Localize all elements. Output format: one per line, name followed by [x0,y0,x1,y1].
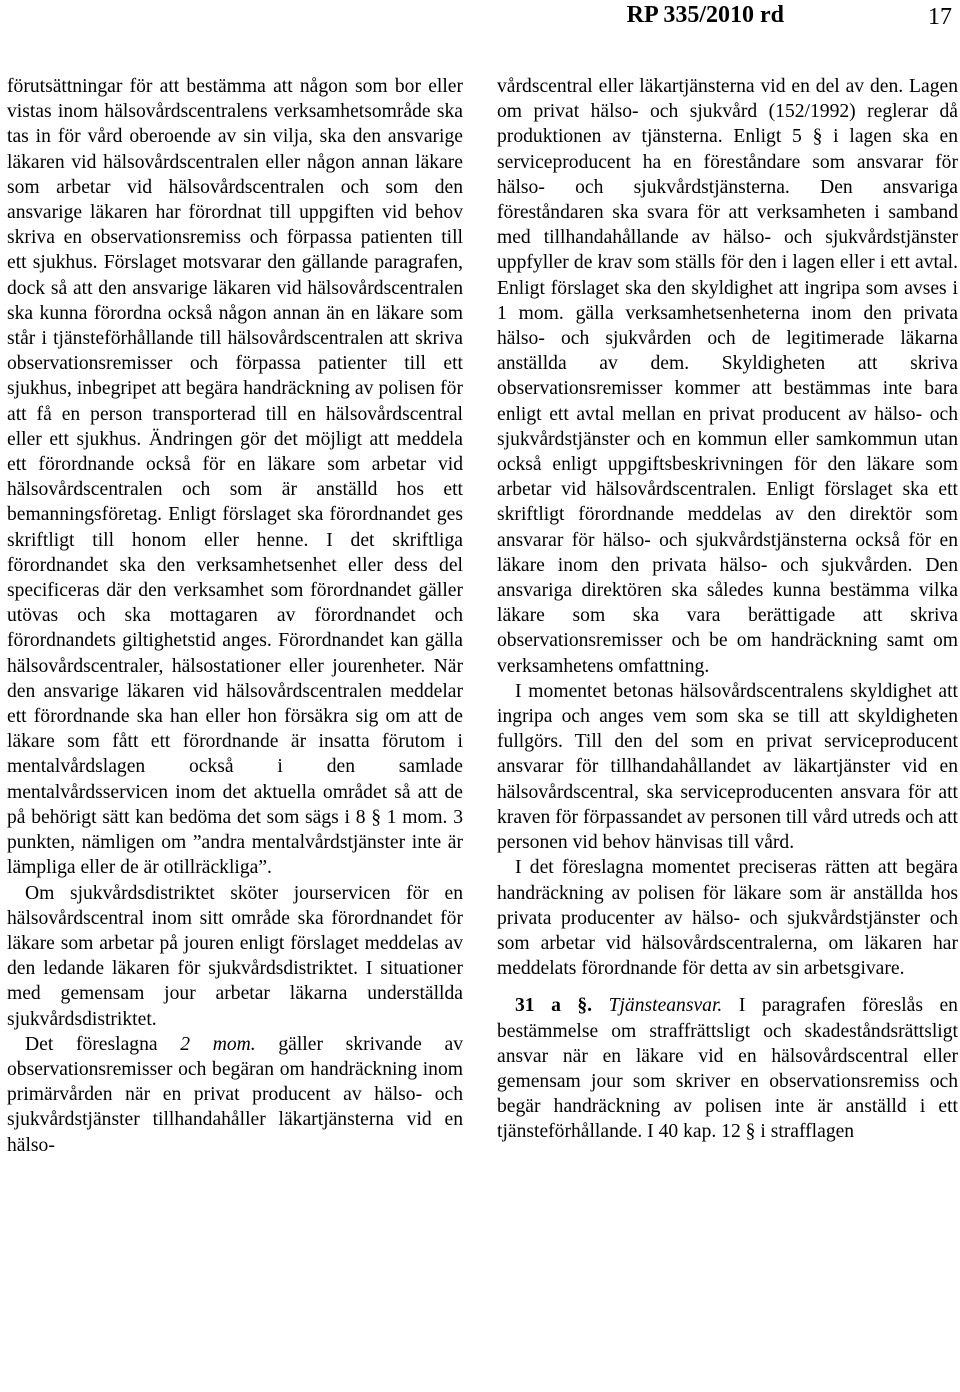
right-paragraph-2: I momentet betonas hälsovårdscentralens skyldighet att ingripa och anges vem som ska se till att skyldigheten fullgörs. Till den del som en privat serviceproducent ansvarar för tillhandahållandet av läkartjänster vid en hälsovårdscentral, ska serviceproducenten ansvara för att kraven för förpassandet av personen till vård utreds och att personen vid behov hänvisas till vård. [497,680,958,854]
page-number: 17 [928,4,952,30]
right-paragraph-3: I det föreslagna momentet preciseras rätten att begära handräckning av polisen för läkare som är anställda hos privata producenter av hälso- och sjukvårdstjänster och som arbetar vid hälsovårdscentralerna, om läkaren har meddelats förordnande för detta av sin arbetsgivare. [497,857,958,980]
section-number: 31 a §. [515,995,593,1017]
left-paragraph-3-start: Det föreslagna [25,1033,181,1055]
left-paragraph-1: förutsättningar för att bestämma att någon som bor eller vistas inom hälsovårdscentralens verksamhetsområde ska tas in för vård oberoende av sin vilja, ska den ansvarige läkaren vid hälsovårdscentralen eller någon annan läkare som arbetar vid hälsovårdscentralen och som den ansvarige läkaren har förordnat till uppgiften vid behov skriva en observationsremiss och förpassa patienten till ett sjukhus. Förslaget motsvarar den gällande paragrafen, dock så att den ansvarige läkaren vid hälsovårdscentralen ska kunna förordna också någon annan än en läkare som står i tjänsteförhållande till hälsovårdscentralen att skriva observationsremisser och förpassa patienter till ett sjukhus, inbegripet att begära handräckning av polisen för att få en person transporterad till en hälsovårdscentral eller ett sjukhus. Ändringen gör det möjligt att meddela ett förordnande också för en läkare som arbetar vid hälsovårdscentralen och som är anställd hos ett bemanningsföretag. Enligt förslaget ska förordnandet ges skriftligt till honom eller henne. I det skriftliga förordnandet ska den verksamhetsenhet eller dess del specificeras där den verksamhet som förordnandet gäller utövas och ska mottagaren av förordnandet och förordnandets giltighetstid anges. Förordnandet kan gälla hälsovårdscentraler, hälsostationer eller jourenheter. När den ansvarige läkaren vid hälsovårdscentralen meddelar ett förordnande ska han eller hon försäkra sig om att de läkare som fått ett förordnande är insatta förutom i mentalvårdslagen också i den samlade mentalvårdsservicen inom det aktuella området så att de på behörigt sätt kan bedöma det som sägs i 8 § 1 mom. 3 punkten, nämligen om ”andra mentalvårdstjänster inte är lämpliga eller de är otillräckliga”. [7,76,463,879]
section-heading: Tjänsteansvar. [608,995,723,1017]
left-column [7,74,463,1158]
right-paragraph-4 [497,993,958,1144]
right-paragraph-4-rest: I paragrafen föreslås en bestämmelse om straffrättsligt och skadeståndsrättsligt ansvar när en läkare vid en hälsovårdscentral eller gemensam jour som skriver en observationsremiss och begär handräckning av polisen inte är anställd i ett tjänsteförhållande. I 40 kap. 12 § i strafflagen [497,995,958,1143]
left-paragraph-3 [7,1032,463,1158]
page-header [0,0,960,40]
left-paragraph-3-italic: 2 mom. [180,1033,256,1055]
right-column [497,74,958,1145]
left-paragraph-2: Om sjukvårdsdistriktet sköter jourservicen för en hälsovårdscentral inom sitt område ska förordnandet för läkare som arbetar på jouren enligt förslaget meddelas av den ledande läkaren för sjukvårdsdistriktet. I situationer med gemensam jour arbetar läkarna underställda sjukvårdsdistriktet. [7,882,463,1030]
left-paragraph-3-rest: gäller skrivande av observationsremisser och begäran om handräckning inom primärvården när en privat producent av hälso- och sjukvårdstjänster tillhandahåller läkartjänsterna vid en hälso- [7,1033,463,1156]
right-paragraph-1: vårdscentral eller läkartjänsterna vid en del av den. Lagen om privat hälso- och sjukvård (152/1992) reglerar då produktionen av tjänsterna. Enligt 5 § i lagen ska en serviceproducent ha en föreståndare som ansvarar för hälso- och sjukvårdstjänsterna. Den ansvariga föreståndaren ska svara för att verksamheten i samband med tillhandahållande av hälso- och sjukvårdstjänster uppfyller de krav som ställs för den i lagen eller i ett avtal. Enligt förslaget ska den skyldighet att ingripa som avses i 1 mom. gälla verksamhetsenheterna inom den privata hälso- och sjukvården och de legitimerade läkarna anställda av dem. Skyldigheten att skriva observationsremisser kommer att bestämmas inte bara enligt ett avtal mellan en privat producent av hälso- och sjukvårdstjänster och en kommun eller samkommun utan också enligt uppgiftsbeskrivningen för den läkare som arbetar vid hälsovårdscentralen. Enligt förslaget ska ett skriftligt förordnande meddelas av den direktör som ansvarar för hälso- och sjukvårdstjänsterna också för en läkare inom den privata hälso- och sjukvården. Den ansvariga direktören ska således kunna bestämma vilka läkare som ska vara berättigade att skriva observationsremisser och be om handräckning samt om verksamhetens omfattning. [497,76,958,677]
document-reference: RP 335/2010 rd [626,2,784,28]
